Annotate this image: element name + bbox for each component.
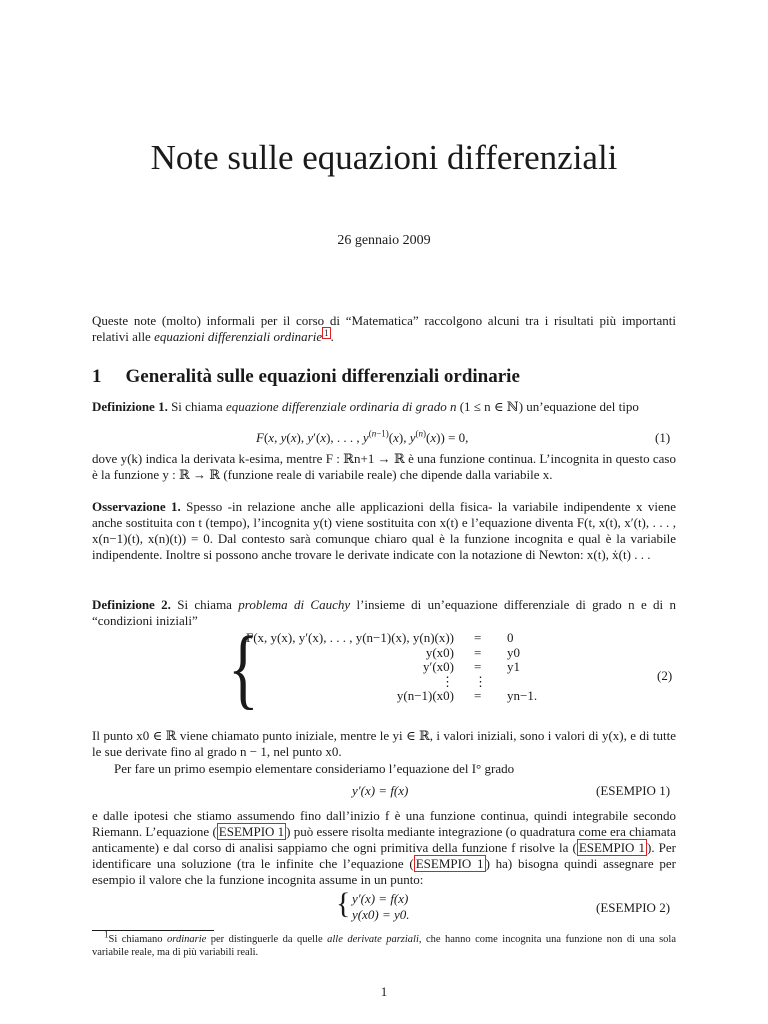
definition-2-label: Definizione 2.: [92, 597, 171, 612]
example-2-line-2: y(x0) = y0.: [352, 907, 410, 922]
definition-label: Definizione 1.: [92, 399, 168, 414]
equation-1: F(x, y(x), y′(x), . . . , $y^{(n-1)}(x)$, $y^{(n)}(x)) = 0$,: [256, 428, 469, 445]
intro-end: .: [330, 329, 334, 344]
document-date: 26 gennaio 2009: [337, 233, 431, 248]
equation-reference-link[interactable]: ESEMPIO 1: [218, 824, 285, 839]
definition-text-2: (1 ≤ n ∈ ℕ) un’equazione del tipo: [456, 399, 639, 414]
observation-label: Osservazione 1.: [92, 499, 181, 514]
example-1-equation: y′(x) = f(x): [352, 783, 409, 798]
equation-1-tag: (1): [655, 430, 671, 445]
example-2-tag: (ESEMPIO 2): [596, 900, 671, 915]
footnote-text: , che hanno come incognita una funzione non di una sola variabile reale, ma di più variabili reali.: [92, 934, 677, 958]
section-heading: [92, 366, 520, 388]
footnote-italic: ordinarie: [167, 934, 207, 945]
example-2-brace: {: [336, 887, 351, 920]
paragraph-text: ha) bisogna quindi assegnare per esempio il valore che la funzione incognita assume in un punto:: [92, 856, 677, 887]
footnote-italic: alle derivate parziali: [327, 934, 419, 945]
equation-reference-link[interactable]: ESEMPIO 1: [415, 856, 484, 871]
system-row: y′(x0) = y1: [423, 659, 521, 674]
footnote-link[interactable]: 1: [324, 327, 329, 338]
page-number: 1: [380, 984, 388, 999]
system-row: y(x0) = y0: [425, 644, 521, 660]
footnote-rule: [92, 930, 214, 931]
definition-text: Si chiama: [167, 399, 226, 414]
definition-2-term: problema di Cauchy: [238, 597, 351, 612]
section-number: 1: [92, 366, 102, 387]
intro-italic: equazioni differenziali ordinarie: [154, 329, 323, 344]
observation-text: Spesso -in relazione anche alle applicazioni della fisica- la variabile indipendente x viene anche sostituita con t (tempo), l’incognita y(t) viene sostituita con x(t) e l’equazione diventa F(t, x(t), x′(t), . . . , x(n−1)(t), x(n)(t)) = 0. Dal contesto sarà comunque chiaro qual è la funzione incognita e qual è la variabile indipendente. Inoltre si possono anche trovare le derivate indicate con la notazione di Newton: x(t), ẋ(t) . . .: [92, 499, 676, 562]
definition-term: equazione differenziale ordinaria di grado n: [225, 399, 457, 414]
paragraph-integration: e dalle ipotesi che stiamo assumendo fino dall’inizio f è una funzione continua, quindi integrabile secondo Riemann. L’equazione ( ESEMPIO 1 ) può essere risolta mediante integrazione (o quadratura come era chiamata anticamente) e dal corso di analisi sappiamo che ogni primitiva della funzione f risolve la ( ESEMPIO 1 ). Per identificare una soluzione (tra le infinite che l’equazione ( ESEMPIO 1 ) ha) bisogna quindi assegnare per esempio il valore che la funzione incognita assume in un punto:: [92, 808, 677, 887]
intro-paragraph: [92, 313, 676, 345]
document-title: Note sulle equazioni differenziali: [150, 138, 618, 177]
intro-text: Queste note (molto) informali per il corso di “Matematica” raccolgono alcuni tra i risultati più importanti relativi alle: [92, 313, 676, 344]
footnote-text: per distinguerle da quelle: [206, 934, 328, 945]
system-row: F(x, y(x), y′(x), . . . , y(n−1)(x), y(n)(x)) = 0: [246, 630, 514, 645]
observation-1: [92, 499, 676, 563]
paragraph-initial-point: Il punto x0 ∈ ℝ viene chiamato punto iniziale, mentre le yi ∈ ℝ, i valori iniziali, sono i valori di y(x), e di tutte le sue derivate fino al grado n − 1, nel punto x0.: [92, 728, 676, 759]
system-row: y(n−1)(x0) = yn−1.: [396, 688, 538, 703]
definition-1-continuation: dove y(k) indica la derivata k-esima, mentre F : ℝn+1 → ℝ è una funzione continua. L’incognita in questo caso è la funzione y : ℝ → ℝ (funzione reale di variabile reale) che dipende dalla variabile x.: [92, 451, 676, 482]
example-2-line-1: y′(x) = f(x): [352, 891, 409, 906]
footnote: [92, 929, 677, 959]
system-row: ⋮ ⋮: [441, 673, 488, 689]
section-title: Generalità sulle equazioni differenziali ordinarie: [125, 366, 520, 387]
definition-2-text-2: l’insieme di un’equazione differenziale di grado n e di n “condizioni iniziali”: [92, 597, 676, 628]
paragraph-example-intro: Per fare un primo esempio elementare consideriamo l’equazione del I° grado: [114, 761, 515, 776]
paragraph-text: può essere risolta mediante integrazione (o quadratura come era chiamata anticamente) e dal corso di analisi sappiamo che ogni primitiva della funzione f risolve la: [92, 824, 677, 855]
definition-1: [92, 399, 676, 415]
cauchy-system: [240, 631, 543, 704]
footnote-mark: 1: [104, 929, 109, 940]
paragraph-text: . Per identificare una soluzione (tra le infinite che l’equazione: [92, 840, 676, 871]
equation-2-tag: (2): [657, 668, 673, 683]
paragraph-text: e dalle ipotesi che stiamo assumendo fino dall’inizio f è una funzione continua, quindi integrabile secondo Riemann. L’equazione: [92, 808, 676, 839]
definition-2-text: Si chiama: [170, 597, 239, 612]
footnote-text: Si chiamano: [108, 934, 167, 945]
definition-2: [92, 597, 676, 629]
example-1-tag: (ESEMPIO 1): [596, 783, 671, 798]
system-brace: {: [228, 618, 259, 718]
equation-reference-link[interactable]: ESEMPIO 1: [578, 840, 645, 855]
